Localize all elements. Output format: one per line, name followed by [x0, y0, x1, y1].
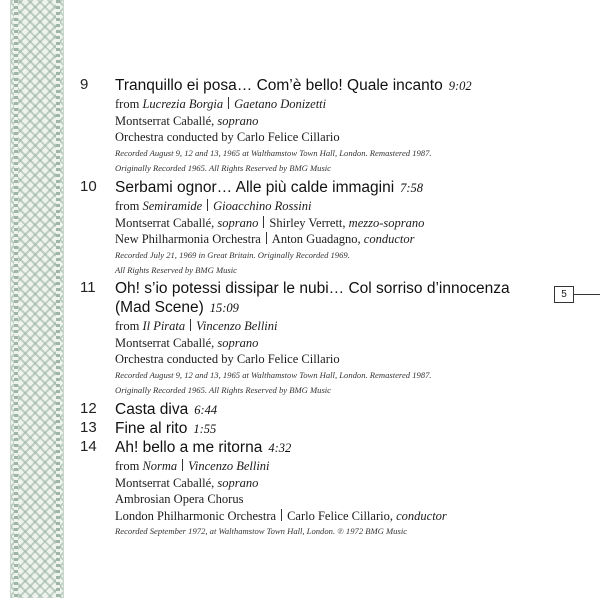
- track-number: 12: [80, 400, 97, 417]
- track-title: Ah! bello a me ritorna 4:32: [115, 439, 292, 456]
- opera-title: Il Pirata: [142, 319, 186, 333]
- orchestra-line: Orchestra conducted by Carlo Felice Cillario: [115, 352, 340, 366]
- separator: [263, 216, 264, 228]
- orchestra-line: Orchestra conducted by Carlo Felice Cillario: [115, 130, 340, 144]
- track-number: 10: [80, 178, 97, 195]
- track-14: [80, 438, 510, 539]
- rights-note: All Rights Reserved by BMG Music: [115, 264, 237, 275]
- ornamental-border: [10, 0, 64, 598]
- track-source: from Norma Vincenzo Bellini: [115, 459, 270, 473]
- performer-line: Montserrat Caballé, soprano Shirley Verrett, mezzo-soprano: [115, 215, 425, 230]
- track-number: 11: [80, 279, 96, 296]
- track-source: from Il Pirata Vincenzo Bellini: [115, 319, 278, 333]
- opera-title: Lucrezia Borgia: [142, 97, 224, 111]
- track-10: [80, 178, 510, 278]
- track-title: Casta diva 6:44: [115, 401, 218, 418]
- separator: [228, 97, 229, 109]
- track-source: from Semiramide Gioacchino Rossini: [115, 199, 312, 213]
- performer-line: Montserrat Caballé, soprano: [115, 475, 259, 490]
- opera-title: Semiramide: [142, 199, 203, 213]
- track-9: [80, 76, 510, 176]
- track-duration: 9:02: [448, 79, 472, 93]
- orchestra-line: London Philharmonic Orchestra Carlo Felice Cillario, conductor: [115, 508, 447, 523]
- performer-line: Montserrat Caballé, soprano: [115, 113, 259, 128]
- track-number: 13: [80, 419, 97, 436]
- page-marker-rule: [573, 294, 600, 295]
- rights-note: Originally Recorded 1965. All Rights Reserved by BMG Music: [115, 384, 331, 395]
- track-number: 14: [80, 438, 97, 455]
- page-number-box: 5: [554, 286, 574, 303]
- track-12: [80, 400, 510, 420]
- track-number: 9: [80, 76, 89, 93]
- opera-title: Norma: [142, 459, 178, 473]
- orchestra-line: New Philharmonia Orchestra Anton Guadagno, conductor: [115, 232, 415, 246]
- separator: [281, 509, 282, 521]
- track-title-continued: (Mad Scene) 15:09: [115, 299, 239, 316]
- track-13: [80, 419, 510, 439]
- composer: Vincenzo Bellini: [196, 319, 278, 333]
- recording-note: Recorded September 1972, at Walthamstow Town Hall, London. ℗ 1972 BMG Music: [115, 526, 408, 536]
- composer: Vincenzo Bellini: [188, 459, 270, 473]
- track-title: Serbami ognor… Alle più calde immagini 7:58: [115, 179, 424, 196]
- composer: Gaetano Donizetti: [234, 97, 327, 111]
- track-11: [80, 279, 510, 398]
- track-duration: 6:44: [194, 403, 218, 417]
- track-duration: 7:58: [400, 181, 424, 195]
- rights-note: Originally Recorded 1965. All Rights Reserved by BMG Music: [115, 162, 331, 173]
- track-source: from Lucrezia Borgia Gaetano Donizetti: [115, 97, 327, 111]
- separator: [207, 199, 208, 211]
- composer: Gioacchino Rossini: [213, 199, 312, 213]
- track-title: Fine al rito 1:55: [115, 420, 217, 437]
- track-title: Oh! s’io potessi dissipar le nubi… Col sorriso d’innocenza: [115, 280, 510, 297]
- recording-note: Recorded July 21, 1969 in Great Britain. Originally Recorded 1969.: [115, 249, 350, 260]
- track-title: Tranquillo ei posa… Com’è bello! Quale incanto 9:02: [115, 77, 472, 94]
- chorus-line: Ambrosian Opera Chorus: [115, 492, 244, 506]
- track-duration: 4:32: [268, 441, 292, 455]
- track-duration: 1:55: [193, 422, 217, 436]
- separator: [190, 319, 191, 331]
- recording-note: Recorded August 9, 12 and 13, 1965 at Walthamstow Town Hall, London. Remastered 1987.: [115, 147, 432, 158]
- separator: [266, 232, 267, 244]
- separator: [182, 459, 183, 471]
- track-duration: 15:09: [209, 301, 239, 315]
- recording-note: Recorded August 9, 12 and 13, 1965 at Walthamstow Town Hall, London. Remastered 1987.: [115, 369, 432, 380]
- performer-line: Montserrat Caballé, soprano: [115, 335, 259, 350]
